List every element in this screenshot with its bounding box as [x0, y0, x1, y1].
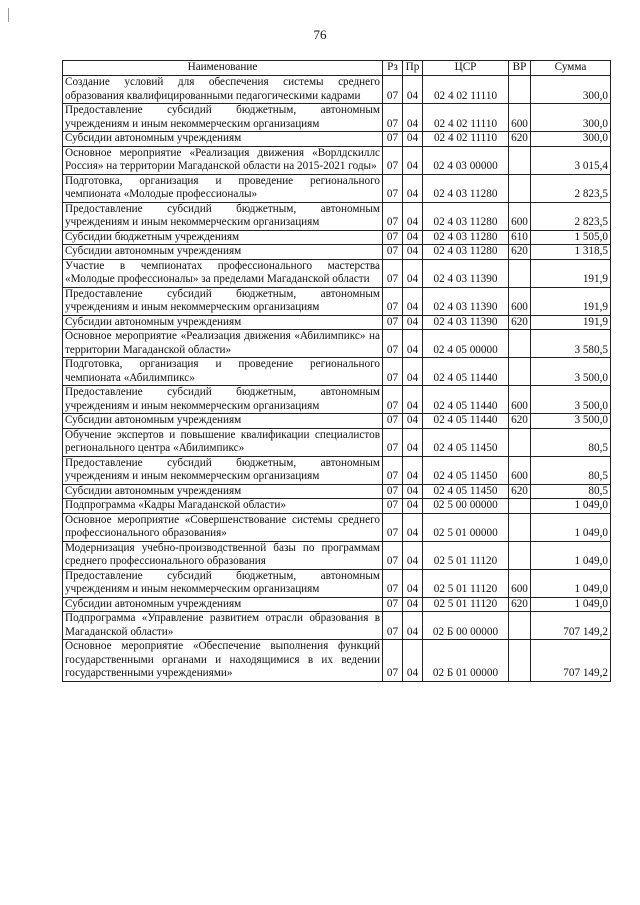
cell-vr: 600: [509, 287, 531, 315]
cell-csr: 02 4 05 11440: [423, 386, 509, 414]
table-row: [63, 315, 611, 330]
cell-rz: 07: [383, 76, 403, 104]
cell-rz: 07: [383, 287, 403, 315]
cell-sum: 3 015,4: [531, 146, 611, 174]
margin-mark: [8, 8, 9, 22]
cell-pr: 04: [403, 146, 423, 174]
cell-pr: 04: [403, 174, 423, 202]
cell-sum: 2 823,5: [531, 174, 611, 202]
header-csr: ЦСР: [423, 61, 509, 76]
cell-pr: 04: [403, 499, 423, 514]
cell-rz: 07: [383, 499, 403, 514]
cell-name: Подготовка, организация и проведение регионального чемпионата «Абилимпикс»: [63, 358, 383, 386]
table-row: [63, 597, 611, 612]
cell-vr: 620: [509, 597, 531, 612]
cell-rz: 07: [383, 315, 403, 330]
cell-csr: 02 5 01 00000: [423, 513, 509, 541]
cell-name: Субсидии бюджетным учреждениям: [63, 230, 383, 245]
table-row: [63, 414, 611, 429]
table-row: [63, 640, 611, 682]
cell-vr: [509, 513, 531, 541]
cell-csr: 02 4 05 11450: [423, 428, 509, 456]
header-name: Наименование: [63, 61, 383, 76]
cell-name: Субсидии автономным учреждениям: [63, 132, 383, 147]
cell-sum: 80,5: [531, 428, 611, 456]
cell-pr: 04: [403, 315, 423, 330]
table-row: [63, 484, 611, 499]
cell-pr: 04: [403, 104, 423, 132]
cell-csr: 02 4 05 00000: [423, 330, 509, 358]
cell-rz: 07: [383, 104, 403, 132]
cell-vr: 600: [509, 456, 531, 484]
table-row: [63, 330, 611, 358]
cell-vr: [509, 541, 531, 569]
cell-sum: 191,9: [531, 315, 611, 330]
cell-name: Основное мероприятие «Обеспечение выполнения функций государственными органами и находящимися в их ведении государственными учреждениями»: [63, 640, 383, 682]
cell-vr: [509, 76, 531, 104]
cell-csr: 02 4 03 11390: [423, 315, 509, 330]
header-vr: ВР: [509, 61, 531, 76]
table-row: [63, 287, 611, 315]
cell-vr: [509, 499, 531, 514]
cell-name: Предоставление субсидий бюджетным, автономным учреждениям и иным некоммерческим организациям: [63, 287, 383, 315]
cell-rz: 07: [383, 612, 403, 640]
cell-vr: [509, 612, 531, 640]
cell-sum: 3 500,0: [531, 414, 611, 429]
cell-rz: 07: [383, 640, 403, 682]
cell-vr: 610: [509, 230, 531, 245]
cell-name: Основное мероприятие «Совершенствование системы среднего профессионального образования»: [63, 513, 383, 541]
cell-pr: 04: [403, 330, 423, 358]
cell-vr: 600: [509, 386, 531, 414]
cell-vr: 600: [509, 202, 531, 230]
cell-name: Субсидии автономным учреждениям: [63, 414, 383, 429]
cell-sum: 300,0: [531, 76, 611, 104]
table-row: [63, 259, 611, 287]
header-pr: Пр: [403, 61, 423, 76]
cell-name: Подпрограмма «Кадры Магаданской области»: [63, 499, 383, 514]
cell-csr: 02 5 01 11120: [423, 569, 509, 597]
cell-vr: [509, 640, 531, 682]
cell-sum: 707 149,2: [531, 612, 611, 640]
cell-pr: 04: [403, 245, 423, 260]
cell-pr: 04: [403, 597, 423, 612]
cell-sum: 3 500,0: [531, 358, 611, 386]
cell-csr: 02 4 05 11440: [423, 414, 509, 429]
cell-sum: 191,9: [531, 287, 611, 315]
cell-pr: 04: [403, 287, 423, 315]
table-row: [63, 132, 611, 147]
table-body: [63, 76, 611, 682]
cell-sum: 300,0: [531, 132, 611, 147]
table-row: [63, 541, 611, 569]
cell-sum: 300,0: [531, 104, 611, 132]
table-row: [63, 456, 611, 484]
cell-sum: 3 580,5: [531, 330, 611, 358]
cell-pr: 04: [403, 202, 423, 230]
cell-pr: 04: [403, 513, 423, 541]
cell-rz: 07: [383, 358, 403, 386]
cell-rz: 07: [383, 414, 403, 429]
table-row: [63, 499, 611, 514]
table-row: [63, 612, 611, 640]
cell-csr: 02 4 02 11110: [423, 76, 509, 104]
cell-csr: 02 4 03 11280: [423, 230, 509, 245]
cell-rz: 07: [383, 597, 403, 612]
cell-csr: 02 5 01 11120: [423, 541, 509, 569]
cell-sum: 1 049,0: [531, 499, 611, 514]
cell-name: Обучение экспертов и повышение квалификации специалистов регионального центра «Абилимпикс»: [63, 428, 383, 456]
cell-name: Основное мероприятие «Реализация движения «Абилимпикс» на территории Магаданской области»: [63, 330, 383, 358]
cell-sum: 1 049,0: [531, 569, 611, 597]
header-sum: Сумма: [531, 61, 611, 76]
table-row: [63, 230, 611, 245]
table-row: [63, 513, 611, 541]
cell-sum: 1 505,0: [531, 230, 611, 245]
cell-name: Субсидии автономным учреждениям: [63, 597, 383, 612]
table-row: [63, 428, 611, 456]
cell-rz: 07: [383, 174, 403, 202]
cell-pr: 04: [403, 484, 423, 499]
cell-name: Субсидии автономным учреждениям: [63, 484, 383, 499]
cell-name: Создание условий для обеспечения системы среднего образования квалифицированными педагогическими кадрами: [63, 76, 383, 104]
table-header-row: [63, 61, 611, 76]
cell-vr: [509, 174, 531, 202]
cell-rz: 07: [383, 230, 403, 245]
cell-csr: 02 4 03 11390: [423, 287, 509, 315]
cell-vr: 620: [509, 245, 531, 260]
cell-vr: [509, 428, 531, 456]
cell-rz: 07: [383, 245, 403, 260]
cell-sum: 2 823,5: [531, 202, 611, 230]
cell-pr: 04: [403, 541, 423, 569]
cell-pr: 04: [403, 640, 423, 682]
cell-sum: 80,5: [531, 484, 611, 499]
cell-sum: 1 318,5: [531, 245, 611, 260]
table-row: [63, 358, 611, 386]
cell-pr: 04: [403, 259, 423, 287]
cell-rz: 07: [383, 513, 403, 541]
cell-pr: 04: [403, 428, 423, 456]
cell-name: Предоставление субсидий бюджетным, автономным учреждениям и иным некоммерческим организациям: [63, 456, 383, 484]
cell-csr: 02 4 02 11110: [423, 132, 509, 147]
cell-name: Предоставление субсидий бюджетным, автономным учреждениям и иным некоммерческим организациям: [63, 386, 383, 414]
cell-sum: 1 049,0: [531, 597, 611, 612]
cell-csr: 02 5 01 11120: [423, 597, 509, 612]
cell-sum: 1 049,0: [531, 513, 611, 541]
cell-pr: 04: [403, 76, 423, 104]
budget-table: [62, 60, 611, 682]
table-row: [63, 569, 611, 597]
cell-name: Участие в чемпионатах профессионального мастерства «Молодые профессионалы» за пределами Магаданской области: [63, 259, 383, 287]
cell-name: Подпрограмма «Управление развитием отрасли образования в Магаданской области»: [63, 612, 383, 640]
cell-vr: 620: [509, 414, 531, 429]
cell-name: Модернизация учебно-производственной базы по программам среднего профессионального образования: [63, 541, 383, 569]
cell-pr: 04: [403, 230, 423, 245]
table-row: [63, 245, 611, 260]
cell-vr: 620: [509, 484, 531, 499]
cell-sum: 80,5: [531, 456, 611, 484]
cell-rz: 07: [383, 569, 403, 597]
cell-csr: 02 5 00 00000: [423, 499, 509, 514]
cell-vr: [509, 358, 531, 386]
cell-rz: 07: [383, 259, 403, 287]
cell-csr: 02 4 03 11280: [423, 245, 509, 260]
cell-pr: 04: [403, 358, 423, 386]
cell-name: Основное мероприятие «Реализация движения «Ворлдскиллс Россия» на территории Магаданской области на 2015-2021 годы»: [63, 146, 383, 174]
table-row: [63, 146, 611, 174]
cell-name: Подготовка, организация и проведение регионального чемпионата «Молодые профессионалы»: [63, 174, 383, 202]
cell-name: Субсидии автономным учреждениям: [63, 315, 383, 330]
cell-vr: [509, 330, 531, 358]
table-row: [63, 386, 611, 414]
cell-rz: 07: [383, 484, 403, 499]
cell-pr: 04: [403, 414, 423, 429]
cell-csr: 02 4 05 11440: [423, 358, 509, 386]
cell-rz: 07: [383, 146, 403, 174]
cell-csr: 02 4 03 11390: [423, 259, 509, 287]
cell-rz: 07: [383, 202, 403, 230]
cell-vr: 600: [509, 569, 531, 597]
cell-pr: 04: [403, 386, 423, 414]
header-rz: Рз: [383, 61, 403, 76]
cell-rz: 07: [383, 428, 403, 456]
cell-csr: 02 Б 01 00000: [423, 640, 509, 682]
cell-rz: 07: [383, 456, 403, 484]
cell-csr: 02 4 03 11280: [423, 174, 509, 202]
table-row: [63, 104, 611, 132]
cell-pr: 04: [403, 612, 423, 640]
cell-rz: 07: [383, 386, 403, 414]
cell-sum: 191,9: [531, 259, 611, 287]
cell-name: Субсидии автономным учреждениям: [63, 245, 383, 260]
cell-sum: 707 149,2: [531, 640, 611, 682]
page-number: 76: [313, 27, 327, 42]
cell-csr: 02 4 05 11450: [423, 456, 509, 484]
cell-sum: 3 500,0: [531, 386, 611, 414]
cell-pr: 04: [403, 132, 423, 147]
cell-vr: 600: [509, 104, 531, 132]
cell-csr: 02 4 03 00000: [423, 146, 509, 174]
cell-rz: 07: [383, 132, 403, 147]
table-row: [63, 202, 611, 230]
cell-csr: 02 Б 00 00000: [423, 612, 509, 640]
cell-vr: 620: [509, 132, 531, 147]
cell-csr: 02 4 02 11110: [423, 104, 509, 132]
table-row: [63, 76, 611, 104]
cell-pr: 04: [403, 569, 423, 597]
cell-rz: 07: [383, 541, 403, 569]
cell-vr: 620: [509, 315, 531, 330]
cell-name: Предоставление субсидий бюджетным, автономным учреждениям и иным некоммерческим организациям: [63, 202, 383, 230]
cell-name: Предоставление субсидий бюджетным, автономным учреждениям и иным некоммерческим организациям: [63, 569, 383, 597]
cell-name: Предоставление субсидий бюджетным, автономным учреждениям и иным некоммерческим организациям: [63, 104, 383, 132]
cell-rz: 07: [383, 330, 403, 358]
cell-pr: 04: [403, 456, 423, 484]
cell-vr: [509, 259, 531, 287]
cell-vr: [509, 146, 531, 174]
cell-sum: 1 049,0: [531, 541, 611, 569]
table-row: [63, 174, 611, 202]
cell-csr: 02 4 05 11450: [423, 484, 509, 499]
cell-csr: 02 4 03 11280: [423, 202, 509, 230]
